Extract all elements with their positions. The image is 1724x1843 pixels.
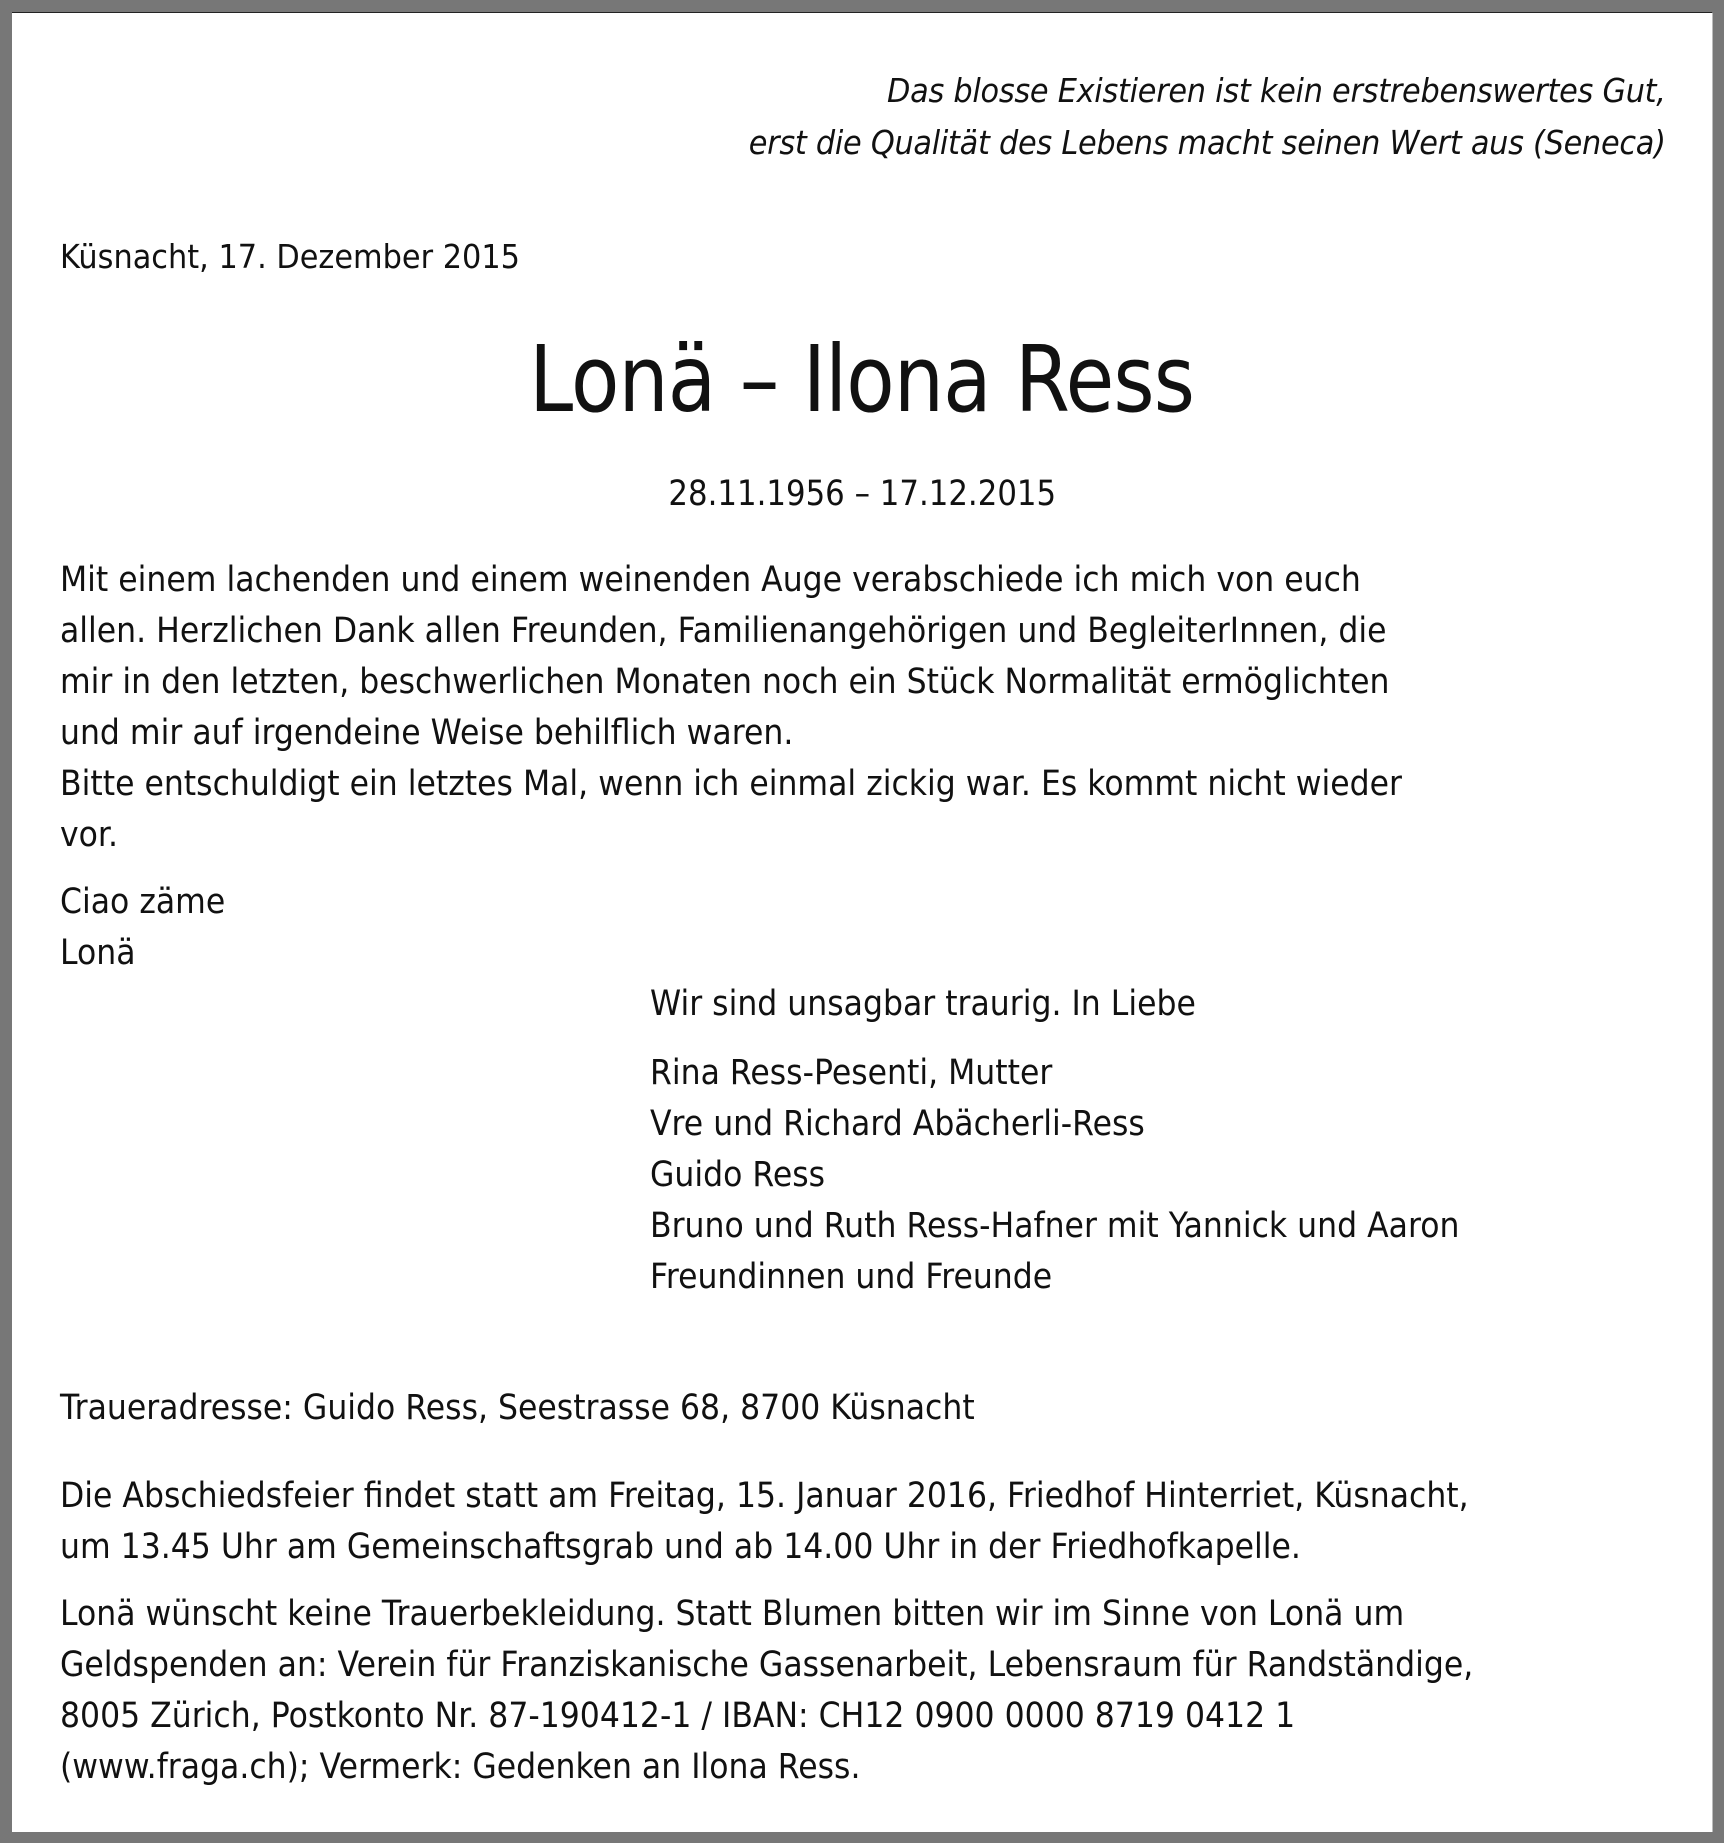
mourners-block <box>650 979 1459 1303</box>
title-text: Lonä – Ilona Ress <box>529 326 1195 433</box>
mourner-name: Guido Ress <box>650 1155 826 1195</box>
ceremony-info <box>60 1471 1469 1573</box>
message-line: Bitte entschuldigt ein letztes Mal, wenn ich einmal zickig war. Es kommt nicht wieder <box>60 764 1402 804</box>
donation-line: (www.fraga.ch); Vermerk: Gedenken an Ilona Ress. <box>60 1747 861 1787</box>
donation-line: 8005 Zürich, Postkonto Nr. 87-190412-1 / IBAN: CH12 0900 0000 8719 0412 1 <box>60 1696 1296 1736</box>
obituary-page <box>12 12 1713 1832</box>
signoff-name: Lonä <box>60 933 136 973</box>
message-line: Mit einem lachenden und einem weinenden Auge verabschiede ich mich von euch <box>60 560 1361 600</box>
donation-line: Geldspenden an: Verein für Franziskanische Gassenarbeit, Lebensraum für Randständige, <box>60 1645 1474 1685</box>
ceremony-line: um 13.45 Uhr am Gemeinschaftsgrab und ab 14.00 Uhr in der Friedhofkapelle. <box>60 1527 1301 1567</box>
signoff <box>60 877 225 979</box>
mourner-name: Bruno und Ruth Ress-Hafner mit Yannick und Aaron <box>650 1206 1460 1246</box>
quote-line: Das blosse Existieren ist kein erstrebenswertes Gut, <box>887 71 1666 110</box>
lifespan-text: 28.11.1956 – 17.12.2015 <box>668 474 1056 514</box>
message-line: vor. <box>60 815 118 855</box>
mourner-name: Freundinnen und Freunde <box>650 1257 1053 1297</box>
lifespan-dates <box>12 469 1712 519</box>
signoff-greeting: Ciao zäme <box>60 882 226 922</box>
message-line: und mir auf irgendeine Weise behilflich waren. <box>60 713 794 753</box>
message-line: allen. Herzlichen Dank allen Freunden, Familienangehörigen und BegleiterInnen, die <box>60 611 1387 651</box>
mourners-intro: Wir sind unsagbar traurig. In Liebe <box>650 984 1196 1024</box>
mourner-name: Rina Ress-Pesenti, Mutter <box>650 1053 1053 1093</box>
deceased-name-title <box>12 325 1712 435</box>
farewell-message <box>60 555 1402 861</box>
mourning-address: Traueradresse: Guido Ress, Seestrasse 68, 8700 Küsnacht <box>60 1388 975 1428</box>
donation-info <box>60 1589 1473 1793</box>
message-line: mir in den letzten, beschwerlichen Monaten noch ein Stück Normalität ermöglichten <box>60 662 1390 702</box>
quote-line: erst die Qualität des Lebens macht seinen Wert aus (Seneca) <box>749 123 1666 162</box>
seneca-quote <box>749 65 1666 169</box>
place-date: Küsnacht, 17. Dezember 2015 <box>60 237 520 276</box>
mourner-name: Vre und Richard Abächerli-Ress <box>650 1104 1145 1144</box>
ceremony-line: Die Abschiedsfeier findet statt am Freitag, 15. Januar 2016, Friedhof Hinterriet, Küsnacht, <box>60 1476 1469 1516</box>
donation-line: Lonä wünscht keine Trauerbekleidung. Statt Blumen bitten wir im Sinne von Lonä um <box>60 1594 1405 1634</box>
